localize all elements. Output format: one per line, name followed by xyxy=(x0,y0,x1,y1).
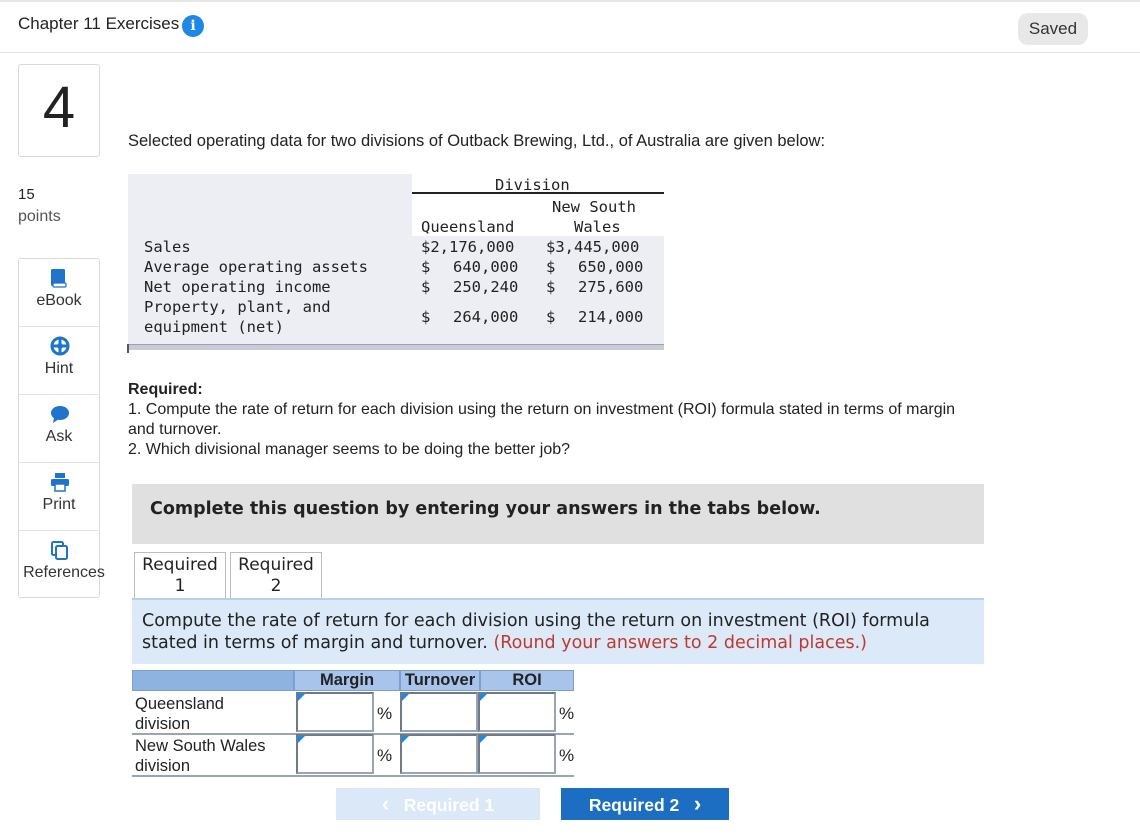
top-border xyxy=(0,0,1140,2)
references-button[interactable]: References xyxy=(23,564,105,581)
previous-tab-button[interactable] xyxy=(336,788,540,820)
assignment-title: Chapter 11 Exercises xyxy=(18,14,180,33)
ebook-button[interactable]: eBook xyxy=(36,292,82,309)
percent-sign: % xyxy=(377,704,393,723)
row-divider xyxy=(132,775,574,777)
currency-symbol: $ xyxy=(421,308,431,326)
queensland-roi-input[interactable] xyxy=(478,692,556,732)
percent-sign: % xyxy=(377,746,393,765)
table-cell-queensland: 250,240 xyxy=(453,278,519,296)
table-row-label: Property, plant, and xyxy=(144,298,331,316)
required-item-1-cont: and turnover. xyxy=(128,421,222,438)
required-item-1: 1. Compute the rate of return for each division using the return on investment (ROI) formula stated in terms of margin xyxy=(128,401,956,418)
points-label: points xyxy=(18,208,61,225)
hint-button[interactable]: Hint xyxy=(44,360,74,377)
table-cell-queensland: 264,000 xyxy=(453,308,519,326)
row-label-line2: division xyxy=(135,715,191,733)
sidebar-divider xyxy=(19,326,99,327)
saved-status-badge: Saved xyxy=(1018,13,1088,45)
sidebar-divider xyxy=(19,394,99,395)
prompt-main: Compute the rate of return for each division using the return on investment (ROI) formula stated in terms of margin and turnover. xyxy=(142,611,930,653)
instruction-text: Complete this question by entering your answers in the tabs below. xyxy=(150,499,821,519)
table-row-label: equipment (net) xyxy=(144,318,284,336)
table-row-label: Average operating assets xyxy=(144,258,368,276)
prompt-text xyxy=(142,610,982,654)
queensland-header: Queensland xyxy=(421,218,515,236)
table-bottom-bar xyxy=(128,344,664,350)
nsw-turnover-input[interactable] xyxy=(400,734,478,774)
required-heading: Required: xyxy=(128,381,203,398)
nsw-header-line2: Wales xyxy=(574,218,621,236)
row-label-queensland xyxy=(132,694,294,734)
required-item-2: 2. Which divisional manager seems to be doing the better job? xyxy=(128,441,571,458)
chevron-right-icon: › xyxy=(693,791,702,816)
question-intro: Selected operating data for two divisions of Outback Brewing, Ltd., of Australia are given below: xyxy=(128,132,826,150)
next-tab-label: Required 2 xyxy=(588,795,680,815)
next-tab-button[interactable] xyxy=(561,788,729,820)
currency-symbol: $ xyxy=(421,278,431,296)
currency-symbol: $ xyxy=(421,258,431,276)
references-icon[interactable] xyxy=(50,540,70,560)
currency-symbol: $ xyxy=(546,258,556,276)
column-header-margin: Margin xyxy=(294,670,400,691)
print-icon[interactable] xyxy=(50,472,70,492)
nsw-roi-input[interactable] xyxy=(478,734,556,774)
rounding-note: (Round your answers to 2 decimal places.) xyxy=(493,633,867,653)
ask-button[interactable]: Ask xyxy=(45,428,73,445)
sidebar-divider xyxy=(19,530,99,531)
chevron-left-icon: ‹ xyxy=(381,791,390,816)
table-row-label: Net operating income xyxy=(144,278,331,296)
row-label-line1: New South Wales xyxy=(135,737,266,755)
table-cell-nsw: 650,000 xyxy=(578,258,644,276)
percent-sign: % xyxy=(559,746,575,765)
column-header-roi: ROI xyxy=(480,670,574,691)
points-value: 15 xyxy=(18,186,35,203)
column-header-turnover: Turnover xyxy=(400,670,480,691)
sidebar-divider xyxy=(19,462,99,463)
tab-label-line2: 1 xyxy=(174,576,186,596)
tab-label-line1: Required xyxy=(142,555,218,575)
table-cell-nsw: 214,000 xyxy=(578,308,644,326)
answer-grid-corner xyxy=(132,670,294,691)
tab-label-line2: 2 xyxy=(270,576,282,596)
info-icon[interactable]: i xyxy=(182,15,204,37)
division-header: Division xyxy=(495,176,570,194)
print-button[interactable]: Print xyxy=(42,496,76,513)
nsw-header-line1: New South xyxy=(552,198,636,216)
tab-required-2[interactable] xyxy=(230,552,322,599)
previous-tab-label: Required 1 xyxy=(403,795,495,815)
question-number: 4 xyxy=(42,75,76,140)
table-header-blank xyxy=(128,174,412,236)
ask-icon[interactable] xyxy=(50,404,70,424)
table-cell-queensland: 640,000 xyxy=(453,258,519,276)
table-edge xyxy=(127,344,129,353)
row-label-line2: division xyxy=(135,757,191,775)
percent-sign: % xyxy=(559,704,575,723)
table-row-label: Sales xyxy=(144,238,191,256)
ebook-icon[interactable] xyxy=(50,268,68,288)
table-cell-queensland: $2,176,000 xyxy=(421,238,515,256)
header-divider xyxy=(0,52,1140,53)
queensland-margin-input[interactable] xyxy=(296,692,374,732)
tab-label-line1: Required xyxy=(238,555,314,575)
table-cell-nsw: $3,445,000 xyxy=(546,238,640,256)
currency-symbol: $ xyxy=(546,308,556,326)
nsw-margin-input[interactable] xyxy=(296,734,374,774)
currency-symbol: $ xyxy=(546,278,556,296)
table-cell-nsw: 275,600 xyxy=(578,278,644,296)
queensland-turnover-input[interactable] xyxy=(400,692,478,732)
row-label-nsw xyxy=(132,736,294,776)
tab-required-1[interactable] xyxy=(134,552,226,600)
row-label-line1: Queensland xyxy=(135,695,224,713)
hint-icon[interactable] xyxy=(50,336,70,356)
